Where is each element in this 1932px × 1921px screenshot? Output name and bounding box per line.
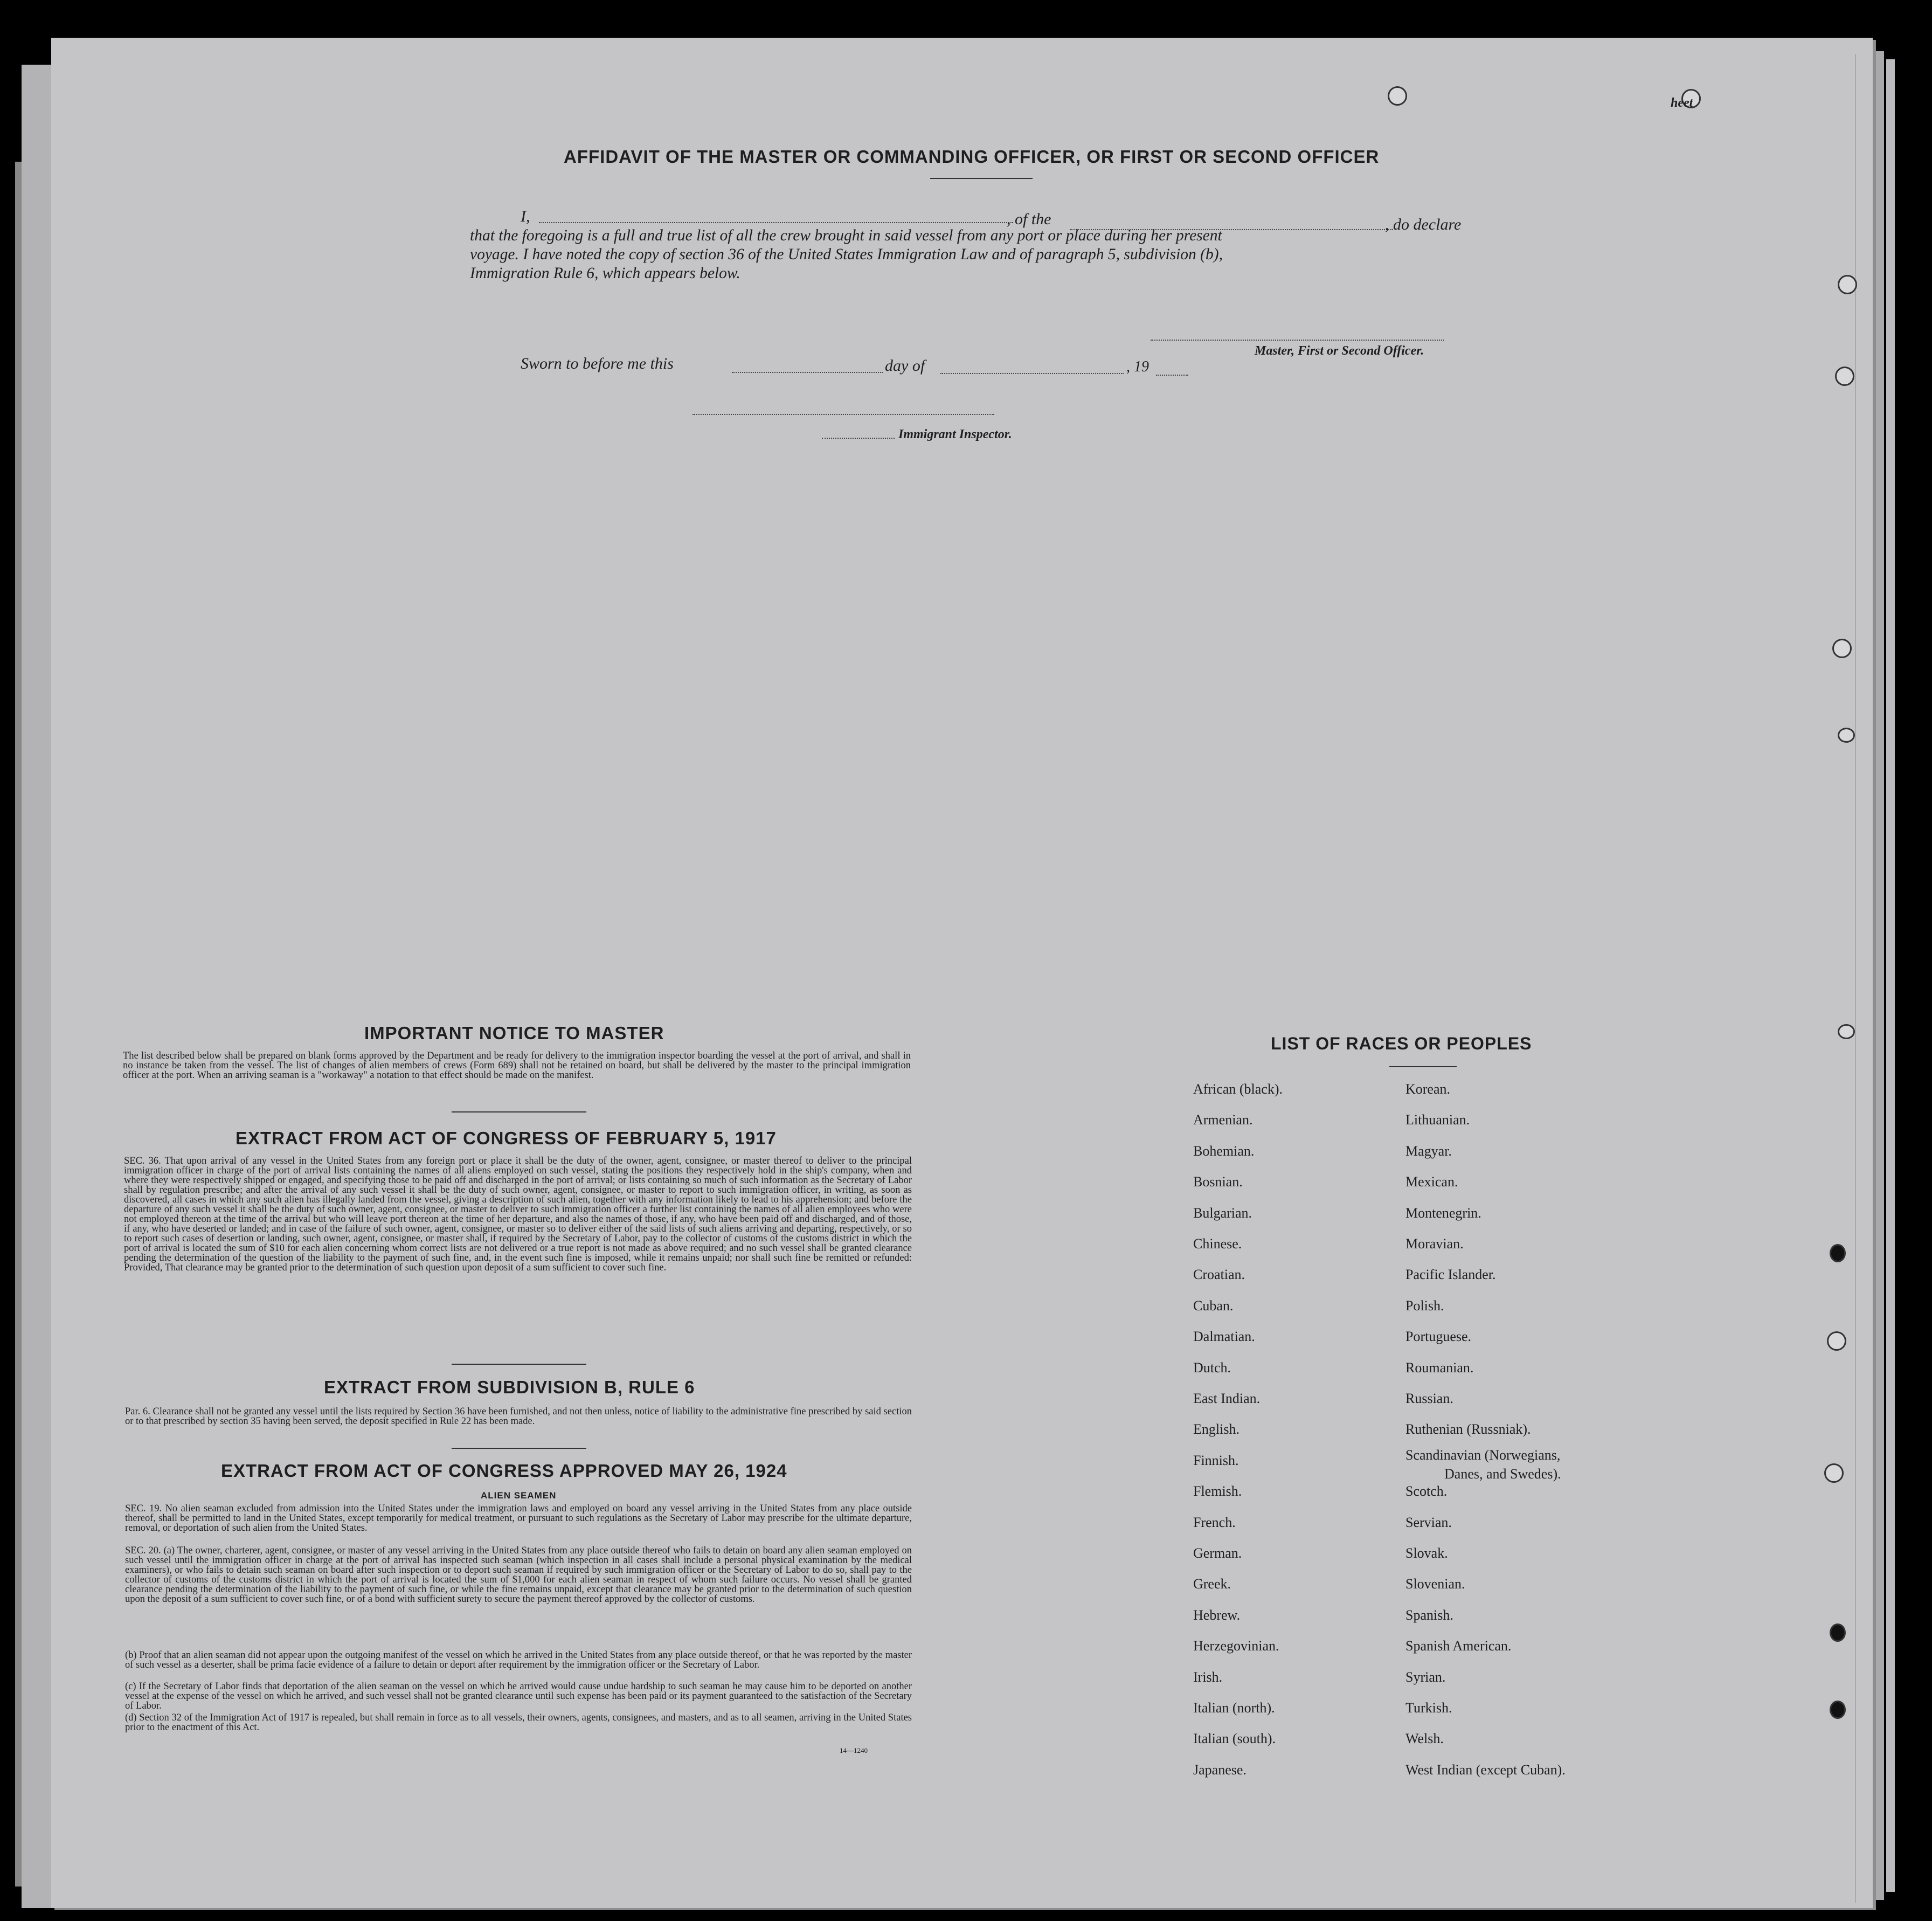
sworn-label: Sworn to before me this — [521, 355, 674, 372]
extract-1924-sec20c: (c) If the Secretary of Labor finds that deportation of the alien seaman on the vessel on which he arrived would cause undue hardship to such seaman he may cause him to be deported on another vessel at the expense of the vessel on which he arrived, and such vessel shall not be granted clearance until such expense has been paid or its payment guaranteed to the satisfaction of the Secretary of Labor. — [125, 1681, 912, 1711]
race-item: African (black). — [1193, 1081, 1283, 1097]
race-item: Magyar. — [1405, 1143, 1452, 1159]
punch-hole-icon — [1827, 1331, 1846, 1351]
race-item: Finnish. — [1193, 1452, 1239, 1468]
sworn-year-field[interactable] — [1156, 375, 1188, 376]
race-item: Syrian. — [1405, 1669, 1446, 1685]
notice-title: IMPORTANT NOTICE TO MASTER — [364, 1023, 664, 1043]
race-item: Bulgarian. — [1193, 1205, 1252, 1221]
race-item: Lithuanian. — [1405, 1112, 1470, 1128]
race-item: Pacific Islander. — [1405, 1267, 1496, 1283]
race-item: Slovak. — [1405, 1545, 1448, 1561]
punch-hole-icon — [1838, 728, 1855, 743]
inspector-prefix-field[interactable] — [822, 438, 895, 439]
extract-1924-sec20b: (b) Proof that an alien seaman did not appear upon the outgoing manifest of the vessel on which he arrived in the United States from any place outside thereof, or that he was reported by the master of such vessel as a deserter, shall be prima facie evidence of a failure to detain or deport after requirement by the immigration officer or the Secretary of Labor. — [125, 1650, 912, 1670]
race-item: Scotch. — [1405, 1483, 1448, 1500]
master-signature-label: Master, First or Second Officer. — [1255, 344, 1424, 358]
race-item: Hebrew. — [1193, 1607, 1241, 1623]
race-item: Irish. — [1193, 1669, 1223, 1685]
inspector-label: Immigrant Inspector. — [898, 427, 1012, 441]
punch-hole-icon — [1832, 639, 1852, 658]
form-number: 14—1240 — [840, 1746, 868, 1754]
race-item: English. — [1193, 1421, 1239, 1438]
race-item: Spanish. — [1405, 1607, 1453, 1623]
extract-rule6-title: EXTRACT FROM SUBDIVISION B, RULE 6 — [324, 1377, 695, 1397]
extract-rule6-body: Par. 6. Clearance shall not be granted any vessel until the lists required by Section 36 have been furnished, and not then unless, notice of liability to the administrative fine prescribed by said section or to that prescribed by section 35 having been served, the deposit specified in Rule 22 has been made. — [125, 1406, 912, 1427]
race-item: Polish. — [1405, 1297, 1444, 1314]
day-of-label: day of — [885, 357, 925, 375]
race-item: Dutch. — [1193, 1359, 1231, 1376]
inspector-signature-field[interactable] — [693, 414, 994, 415]
race-item: Dalmatian. — [1193, 1329, 1255, 1345]
race-item: Slovenian. — [1405, 1576, 1465, 1592]
race-item: West Indian (except Cuban). — [1405, 1761, 1566, 1778]
declaration-line: Immigration Rule 6, which appears below. — [470, 265, 740, 282]
race-item: Mexican. — [1405, 1174, 1458, 1190]
race-item: Russian. — [1405, 1391, 1453, 1406]
extract-1924-subtitle: ALIEN SEAMEN — [481, 1490, 557, 1501]
race-item: Cuban. — [1193, 1297, 1234, 1314]
extract-1917-body: SEC. 36. That upon arrival of any vessel in the United States from any foreign port or place it shall be the duty of the owner, agent, consignee, or master thereof to deliver to the principal immigration officer in charge of the port of arrival lists containing the names of all aliens employed on such vessel, stating the positions they respectively hold in the ship's company, when and where they were respectively shipped or engaged, and specifying those to be paid off and discharged in the port of arrival; or lists containing so much of such information as the Secretary of Labor shall by regulation prescribe; and after the arrival of any such vessel it shall be the duty of such owner, agent, consignee, or master to report to such immigration officer, in writing, as soon as discovered, all cases in which any such alien has illegally landed from the vessel, giving a description of such alien, together with any information likely to lead to his apprehension; and before the departure of any such vessel it shall be the duty of such owner, agent, consignee, or master to deliver to such immigration officer a further list containing the names of all alien employees who were not employed thereon at the time of the arrival but who will leave port thereon at the time of her departure, and also the names of those, if any, who have been paid off and discharged, and of those, if any, who have deserted or landed; and in case of the failure of such owner, agent, consignee, or master so to deliver either of the said lists of such aliens arriving and departing, respectively, or so to report such cases of desertion or landing, such owner, agent, consignee, or master shall, if required by the Secretary of Labor, pay to the collector of customs of the customs district in which the port of arrival is located the sum of $10 for each alien concerning whom correct lists are not delivered or a true report is not made as above required; and no such vessel shall be granted clearance pending the determination of the question of the liability to the payment of such fine, and, in the event such fine is imposed, while it remains unpaid; nor shall such fine be remitted or refunded: Provided, That clearance may be granted prior to the determination of such question upon deposit of a sum sufficient to cover such fine. — [124, 1156, 912, 1273]
race-item: Italian (north). — [1193, 1700, 1275, 1716]
punch-hole-icon — [1824, 1463, 1844, 1483]
extract-1917-title: EXTRACT FROM ACT OF CONGRESS OF FEBRUARY 5, 1917 — [236, 1128, 777, 1148]
race-item: Scandinavian (Norwegians, — [1405, 1447, 1561, 1463]
race-item: Welsh. — [1405, 1731, 1444, 1747]
race-item: Servian. — [1405, 1514, 1452, 1530]
race-item: Italian (south). — [1193, 1731, 1276, 1747]
punch-hole-icon — [1835, 367, 1854, 386]
form-page — [51, 38, 1873, 1908]
of-the-label: , of the — [1007, 210, 1051, 228]
race-item-continued: Danes, and Swedes). — [1444, 1466, 1561, 1482]
declarant-label: I, — [521, 208, 530, 225]
race-item: Ruthenian (Russniak). — [1405, 1421, 1531, 1438]
punch-hole-icon — [1830, 1623, 1846, 1642]
race-item: Herzegovinian. — [1193, 1638, 1279, 1654]
notice-body: The list described below shall be prepared on blank forms approved by the Department and be ready for delivery to the immigration inspector boarding the vessel at the port of arrival, and shall in no instance be taken from the vessel. The list of changes of alien members of crews (Form 689) shall not be retained on board, but shall be delivered by the master to the principal immigration officer at the port. When an arriving seaman is a "workaway" a notation to that effect should be made on the manifest. — [123, 1051, 911, 1081]
race-item: Spanish American. — [1405, 1638, 1512, 1654]
race-item: Montenegrin. — [1405, 1205, 1481, 1221]
punch-hole-icon — [1830, 1701, 1846, 1719]
declaration-text — [470, 226, 1494, 283]
declaration-line: that the foregoing is a full and true list of all the crew brought in said vessel from any port or place during her present — [470, 227, 1222, 244]
punch-hole-icon — [1830, 1244, 1846, 1262]
race-item: Bohemian. — [1193, 1143, 1255, 1159]
race-item: Chinese. — [1193, 1236, 1242, 1252]
do-declare-label: , do declare — [1385, 216, 1462, 233]
declaration-line: voyage. I have noted the copy of section 36 of the United States Immigration Law and of paragraph 5, subdivision (b), — [470, 246, 1223, 263]
race-item: Bosnian. — [1193, 1174, 1243, 1190]
sworn-day-field[interactable] — [732, 372, 883, 373]
extract-1924-sec20d: (d) Section 32 of the Immigration Act of 1917 is repealed, but shall remain in force as to all vessels, their owners, agents, consignees, and masters, and as to all seamen, arriving in the United States prior to the enactment of this Act. — [125, 1712, 912, 1733]
master-signature-field[interactable] — [1151, 340, 1444, 341]
affidavit-title: AFFIDAVIT OF THE MASTER OR COMMANDING OFFICER, OR FIRST OR SECOND OFFICER — [564, 147, 1380, 167]
year-label: , 19 — [1126, 358, 1149, 375]
corner-mark: heet — [1671, 96, 1693, 110]
punch-hole-icon — [1838, 275, 1857, 294]
extract-1924-sec19: SEC. 19. No alien seaman excluded from admission into the United States under the immigration laws and employed on board any vessel arriving in the United States from any place outside thereof, shall be permitted to land in the United States, except temporarily for medical treatment, or pursuant to such regulations as the Secretary of Labor may prescribe for the ultimate departure, removal, or deportation of such alien from the United States. — [125, 1503, 912, 1533]
race-item: Japanese. — [1193, 1761, 1247, 1778]
race-item: Portuguese. — [1405, 1329, 1472, 1345]
race-item: French. — [1193, 1514, 1236, 1530]
extract-1924-sec20a: SEC. 20. (a) The owner, charterer, agent, consignee, or master of any vessel arriving in the United States from any place outside thereof who fails to detain on board any alien seaman employed on such vessel until the immigration officer in charge at the port of arrival has inspected such seaman (which inspection in all cases shall include a personal physical examination by the medical examiners), or who fails to detain such seaman on board after such inspection or to deport such seaman if required by such immigration officer or the Secretary of Labor to do so, shall pay to the collector of customs of the customs district in which the port of arrival is located the sum of $1,000 for each alien seaman in respect of whom such failure occurs. No vessel shall be granted clearance pending the determination of the liability to the payment of such fine, or while the fine remains unpaid, except that clearance may be granted prior to the determination of such question upon the deposit of a sum sufficient to cover such fine, or of a bond with sufficient surety to secure the payment thereof approved by the collector of customs. — [125, 1545, 912, 1605]
race-item: Roumanian. — [1405, 1359, 1474, 1376]
race-item: Turkish. — [1405, 1700, 1452, 1716]
sworn-month-field[interactable] — [940, 373, 1124, 374]
punch-hole-icon — [1838, 1024, 1855, 1039]
race-item: Moravian. — [1405, 1236, 1464, 1252]
extract-1924-title: EXTRACT FROM ACT OF CONGRESS APPROVED MAY 26, 1924 — [221, 1461, 787, 1481]
races-title: LIST OF RACES OR PEOPLES — [1271, 1034, 1532, 1053]
race-item: Greek. — [1193, 1576, 1231, 1592]
race-item: Flemish. — [1193, 1483, 1242, 1500]
race-item: German. — [1193, 1545, 1242, 1561]
race-item: East Indian. — [1193, 1391, 1261, 1406]
race-item: Croatian. — [1193, 1267, 1245, 1283]
declarant-name-field[interactable] — [539, 222, 1013, 223]
punch-hole-icon — [1388, 86, 1407, 106]
race-item: Armenian. — [1193, 1112, 1253, 1128]
race-item: Korean. — [1405, 1081, 1451, 1097]
